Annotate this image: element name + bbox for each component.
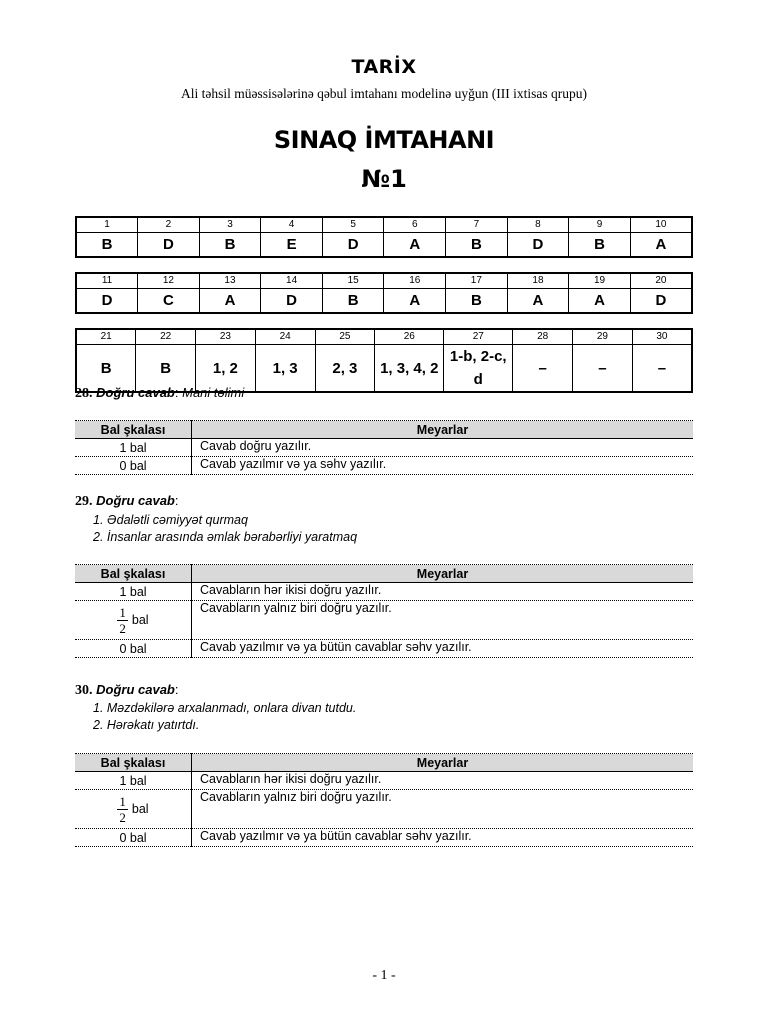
question-number: 22 <box>136 329 196 345</box>
answer-cell: B <box>199 233 261 258</box>
criteria-cell: Cavab doğru yazılır. <box>192 439 694 457</box>
question-number: 25 <box>315 329 375 345</box>
criteria-table-29 <box>75 564 693 658</box>
answer-cell: A <box>384 233 446 258</box>
question-28-answer: Mani təlimi <box>182 385 245 400</box>
answer-cell: – <box>513 345 573 393</box>
question-number: 1 <box>76 217 138 233</box>
answer-cell: A <box>384 289 446 314</box>
score-cell: 1 bal <box>75 583 192 601</box>
question-number: 18 <box>507 273 569 289</box>
answer-cell: A <box>507 289 569 314</box>
question-number: 4 <box>261 217 323 233</box>
question-28-header: 28. Doğru cavab: Mani təlimi <box>75 385 245 401</box>
table-row <box>75 583 693 601</box>
scale-header: Bal şkalası <box>75 565 192 583</box>
table-row <box>75 439 693 457</box>
answer-table-2 <box>75 272 693 314</box>
criteria-cell: Cavabların hər ikisi doğru yazılır. <box>192 583 694 601</box>
question-number: 23 <box>196 329 256 345</box>
half-fraction: 1 2 bal <box>119 793 149 825</box>
table-row <box>75 790 693 829</box>
answer-cell: B <box>446 289 508 314</box>
answer-cell: D <box>630 289 692 314</box>
answer-cell: 1-b, 2-c, d <box>444 345 513 393</box>
criteria-header: Meyarlar <box>192 754 694 772</box>
question-number: 13 <box>199 273 261 289</box>
score-cell: 0 bal <box>75 829 192 847</box>
answer-cell: A <box>630 233 692 258</box>
answer-cell: 1, 3 <box>255 345 315 393</box>
correct-answer-label: Doğru cavab <box>96 385 175 400</box>
table-row <box>75 772 693 790</box>
answer-table-1 <box>75 216 693 258</box>
correct-answer-label: Doğru cavab <box>96 493 175 508</box>
answer-cell: A <box>569 289 631 314</box>
answer-table-3 <box>75 328 693 393</box>
table-row <box>75 457 693 475</box>
answer-cell: E <box>261 233 323 258</box>
question-number: 9 <box>569 217 631 233</box>
question-number: 29 <box>573 329 633 345</box>
criteria-cell: Cavabların yalnız biri doğru yazılır. <box>192 790 694 829</box>
question-number: 8 <box>507 217 569 233</box>
criteria-cell: Cavab yazılmır və ya bütün cavablar səhv yazılır. <box>192 829 694 847</box>
question-number-label: 28 <box>75 386 89 401</box>
score-cell: 0 bal <box>75 457 192 475</box>
answer-cell: D <box>507 233 569 258</box>
page-title: SINAQ İMTAHANI <box>273 126 495 154</box>
question-number: 28 <box>513 329 573 345</box>
question-number: 12 <box>138 273 200 289</box>
criteria-cell: Cavabların yalnız biri doğru yazılır. <box>192 601 694 640</box>
question-number: 19 <box>569 273 631 289</box>
question-number: 6 <box>384 217 446 233</box>
question-29-item-1: 1. Ədalətli cəmiyyət qurmaq <box>93 513 248 527</box>
question-number: 27 <box>444 329 513 345</box>
exam-number: №1 <box>361 165 407 193</box>
subject-title: TARİX <box>351 56 417 78</box>
answer-cell: D <box>138 233 200 258</box>
score-cell: 1 bal <box>75 772 192 790</box>
answer-cell: B <box>76 345 136 393</box>
question-number: 5 <box>322 217 384 233</box>
answer-cell: B <box>322 289 384 314</box>
question-30-item-1: 1. Məzdəkilərə arxalanmadı, onlara divan tutdu. <box>93 701 357 715</box>
answer-cell: B <box>569 233 631 258</box>
question-number: 21 <box>76 329 136 345</box>
question-number: 17 <box>446 273 508 289</box>
question-30-item-2: 2. Hərəkatı yatırtdı. <box>93 718 200 732</box>
question-number-label: 29 <box>75 494 89 509</box>
answer-cell: 2, 3 <box>315 345 375 393</box>
score-cell: 0 bal <box>75 640 192 658</box>
answer-cell: D <box>322 233 384 258</box>
question-30-header: 30. Doğru cavab: <box>75 682 179 698</box>
question-number: 10 <box>630 217 692 233</box>
question-number: 24 <box>255 329 315 345</box>
criteria-cell: Cavab yazılmır və ya səhv yazılır. <box>192 457 694 475</box>
criteria-header: Meyarlar <box>192 565 694 583</box>
scale-header: Bal şkalası <box>75 754 192 772</box>
criteria-table-30 <box>75 753 693 847</box>
question-number: 26 <box>375 329 444 345</box>
answer-cell: A <box>199 289 261 314</box>
exam-subtitle: Ali təhsil müəssisələrinə qəbul imtahanı modelinə uyğun (III ixtisas qrupu) <box>180 86 588 101</box>
question-number-label: 30 <box>75 683 89 698</box>
answer-cell: 1, 3, 4, 2 <box>375 345 444 393</box>
answer-cell: B <box>446 233 508 258</box>
criteria-cell: Cavab yazılmır və ya bütün cavablar səhv yazılır. <box>192 640 694 658</box>
answer-cell: 1, 2 <box>196 345 256 393</box>
answer-cell: C <box>138 289 200 314</box>
score-cell: 1 bal <box>75 439 192 457</box>
question-number: 20 <box>630 273 692 289</box>
question-number: 7 <box>446 217 508 233</box>
answer-cell: D <box>76 289 138 314</box>
answer-cell: B <box>76 233 138 258</box>
criteria-table-28 <box>75 420 693 475</box>
question-number: 11 <box>76 273 138 289</box>
answer-cell: – <box>632 345 692 393</box>
question-number: 14 <box>261 273 323 289</box>
question-number: 3 <box>199 217 261 233</box>
answer-cell: B <box>136 345 196 393</box>
question-29-header: 29. Doğru cavab: <box>75 493 179 509</box>
table-row <box>75 640 693 658</box>
answer-cell: – <box>573 345 633 393</box>
question-number: 30 <box>632 329 692 345</box>
answer-cell: D <box>261 289 323 314</box>
score-cell <box>75 601 192 640</box>
question-number: 15 <box>322 273 384 289</box>
question-number: 16 <box>384 273 446 289</box>
correct-answer-label: Doğru cavab <box>96 682 175 697</box>
question-29-item-2: 2. İnsanlar arasında əmlak bərabərliyi yaratmaq <box>93 530 358 544</box>
scale-header: Bal şkalası <box>75 421 192 439</box>
criteria-header: Meyarlar <box>192 421 694 439</box>
score-cell <box>75 790 192 829</box>
table-row <box>75 829 693 847</box>
criteria-cell: Cavabların hər ikisi doğru yazılır. <box>192 772 694 790</box>
page-number: - 1 - <box>372 968 396 983</box>
question-number: 2 <box>138 217 200 233</box>
table-row <box>75 601 693 640</box>
half-fraction: 1 2 bal <box>119 604 149 636</box>
